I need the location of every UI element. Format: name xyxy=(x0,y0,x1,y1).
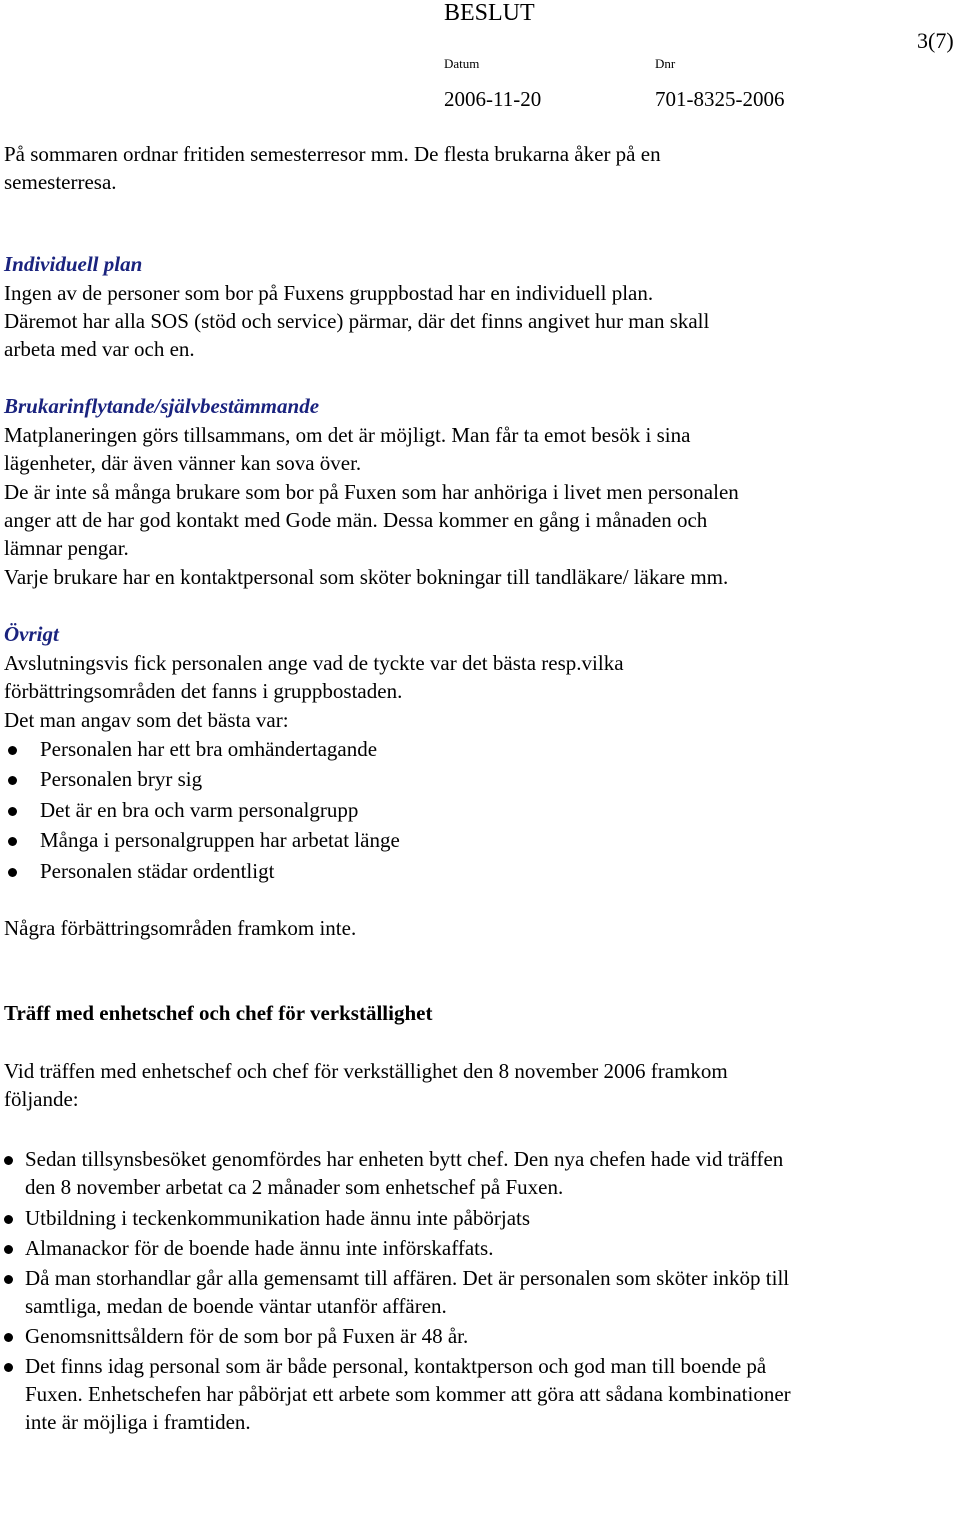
paragraph-line: Ingen av de personer som bor på Fuxens gruppbostad har en individuell plan. xyxy=(4,281,654,305)
bullet-icon xyxy=(8,776,17,785)
intro-line: semesterresa. xyxy=(4,170,117,194)
section-heading-brukarinflytande: Brukarinflytande/självbestämmande xyxy=(4,394,320,418)
list-item-text: Personalen bryr sig xyxy=(40,767,203,791)
list-item-text: Många i personalgruppen har arbetat länge xyxy=(40,828,400,852)
list-item-text: Personalen har ett bra omhändertagande xyxy=(40,737,378,761)
page-number: 3(7) xyxy=(917,28,954,53)
datum-value: 2006-11-20 xyxy=(444,87,542,111)
paragraph-line: arbeta med var och en. xyxy=(4,337,195,361)
bullet-icon xyxy=(4,1333,13,1342)
bullet-icon xyxy=(8,868,17,877)
datum-label: Datum xyxy=(444,56,480,71)
list-item-text: Personalen städar ordentligt xyxy=(40,859,275,883)
paragraph-line: De är inte så många brukare som bor på Fuxen som har anhöriga i livet men personalen xyxy=(4,480,739,504)
dnr-label: Dnr xyxy=(655,56,676,71)
paragraph-line: Vid träffen med enhetschef och chef för verkställighet den 8 november 2006 framkom xyxy=(4,1059,728,1083)
list-item-text: Utbildning i teckenkommunikation hade ännu inte påbörjats xyxy=(25,1206,531,1230)
list-item-text: Då man storhandlar går alla gemensamt till affären. Det är personalen som sköter inköp till xyxy=(25,1266,790,1290)
paragraph-line: Avslutningsvis fick personalen ange vad de tyckte var det bästa resp.vilka xyxy=(4,651,624,675)
section-heading-traff: Träff med enhetschef och chef för verkställighet xyxy=(4,1001,433,1025)
list-item-text: Det är en bra och varm personalgrupp xyxy=(40,798,359,822)
paragraph-line: Några förbättringsområden framkom inte. xyxy=(4,916,357,940)
section-heading-individuell-plan: Individuell plan xyxy=(4,252,143,276)
paragraph-line: Det man angav som det bästa var: xyxy=(4,708,289,732)
bullet-icon xyxy=(8,807,17,816)
list-item-text: Genomsnittsåldern för de som bor på Fuxen är 48 år. xyxy=(25,1324,469,1348)
section-heading-ovrigt: Övrigt xyxy=(4,622,59,646)
document-title: BESLUT xyxy=(444,0,535,26)
paragraph-line: anger att de har god kontakt med Gode män. Dessa kommer en gång i månaden och xyxy=(4,508,708,532)
bullet-icon xyxy=(4,1215,13,1224)
list-item-text: den 8 november arbetat ca 2 månader som enhetschef på Fuxen. xyxy=(25,1175,564,1199)
bullet-icon xyxy=(4,1245,13,1254)
dnr-value: 701-8325-2006 xyxy=(655,87,785,111)
paragraph-line: förbättringsområden det fanns i gruppbostaden. xyxy=(4,679,403,703)
list-item-text: Sedan tillsynsbesöket genomfördes har enheten bytt chef. Den nya chefen hade vid träffen xyxy=(25,1147,784,1171)
paragraph-line: Varje brukare har en kontaktpersonal som sköter bokningar till tandläkare/ läkare mm. xyxy=(4,565,729,589)
bullet-icon xyxy=(8,746,17,755)
list-item-text: Almanackor för de boende hade ännu inte införskaffats. xyxy=(25,1236,494,1260)
list-item-text: Det finns idag personal som är både personal, kontaktperson och god man till boende på xyxy=(25,1354,767,1378)
paragraph-line: följande: xyxy=(4,1087,79,1111)
intro-line: På sommaren ordnar fritiden semesterresor mm. De flesta brukarna åker på en xyxy=(4,142,661,166)
list-item-text: Fuxen. Enhetschefen har påbörjat ett arbete som kommer att göra att sådana kombinationer xyxy=(25,1382,791,1406)
list-item xyxy=(0,1352,791,1520)
paragraph-line: Matplaneringen görs tillsammans, om det är möjligt. Man får ta emot besök i sina xyxy=(4,423,691,447)
paragraph-line: lämnar pengar. xyxy=(4,536,129,560)
paragraph-line: Däremot har alla SOS (stöd och service) pärmar, där det finns angivet hur man skall xyxy=(4,309,710,333)
bullet-icon xyxy=(4,1156,13,1165)
list-item-text: samtliga, medan de boende väntar utanför affären. xyxy=(25,1294,447,1318)
bullet-icon xyxy=(4,1363,13,1372)
bullet-icon xyxy=(8,837,17,846)
list-item-text: inte är möjliga i framtiden. xyxy=(25,1410,251,1434)
bullet-icon xyxy=(4,1275,13,1284)
paragraph-line: lägenheter, där även vänner kan sova över. xyxy=(4,451,362,475)
